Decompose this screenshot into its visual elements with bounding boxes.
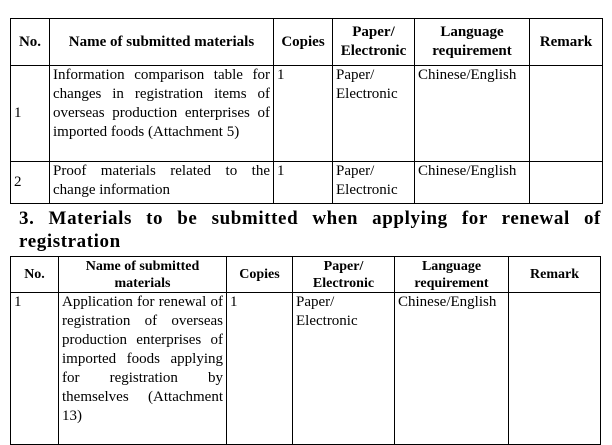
row-language: Chinese/English: [415, 162, 530, 204]
header-language: Language requirement: [415, 19, 530, 66]
header-copies: Copies: [227, 257, 293, 293]
table-row: [11, 162, 603, 204]
row-no: 1: [11, 66, 50, 162]
section-heading: 3. Materials to be submitted when applying for renewal of registration: [19, 208, 601, 252]
row-medium: Paper/ Electronic: [333, 162, 415, 204]
header-name: Name of submitted materials: [50, 19, 274, 66]
header-language: Language requirement: [395, 257, 509, 293]
row-remark: [530, 162, 603, 204]
row-name: Proof materials related to the change information: [50, 162, 274, 204]
header-no: No.: [11, 257, 59, 293]
row-remark: [509, 293, 601, 445]
header-remark: Remark: [530, 19, 603, 66]
table-row: [11, 293, 601, 445]
header-medium: Paper/ Electronic: [293, 257, 395, 293]
header-name: Name of submitted materials: [59, 257, 227, 293]
row-name: Information comparison table for changes in registration items of overseas production enterprises of imported foods (Attachment 5): [50, 66, 274, 162]
header-medium: Paper/ Electronic: [333, 19, 415, 66]
table-header-row: [11, 257, 601, 293]
row-no: 2: [11, 162, 50, 204]
row-remark: [530, 66, 603, 162]
row-copies: 1: [274, 162, 333, 204]
row-medium: Paper/ Electronic: [333, 66, 415, 162]
header-no: No.: [11, 19, 50, 66]
row-name: Application for renewal of registration of overseas production enterprises of imported foods applying for registration by themselves (Attachment 13): [59, 293, 227, 445]
table-row: [11, 66, 603, 162]
row-copies: 1: [227, 293, 293, 445]
header-copies: Copies: [274, 19, 333, 66]
row-language: Chinese/English: [395, 293, 509, 445]
materials-table-renewal: [10, 256, 601, 445]
table-header-row: [11, 19, 603, 66]
materials-table-change: [10, 18, 603, 204]
row-no: 1: [11, 293, 59, 445]
header-remark: Remark: [509, 257, 601, 293]
row-language: Chinese/English: [415, 66, 530, 162]
row-copies: 1: [274, 66, 333, 162]
row-medium: Paper/ Electronic: [293, 293, 395, 445]
